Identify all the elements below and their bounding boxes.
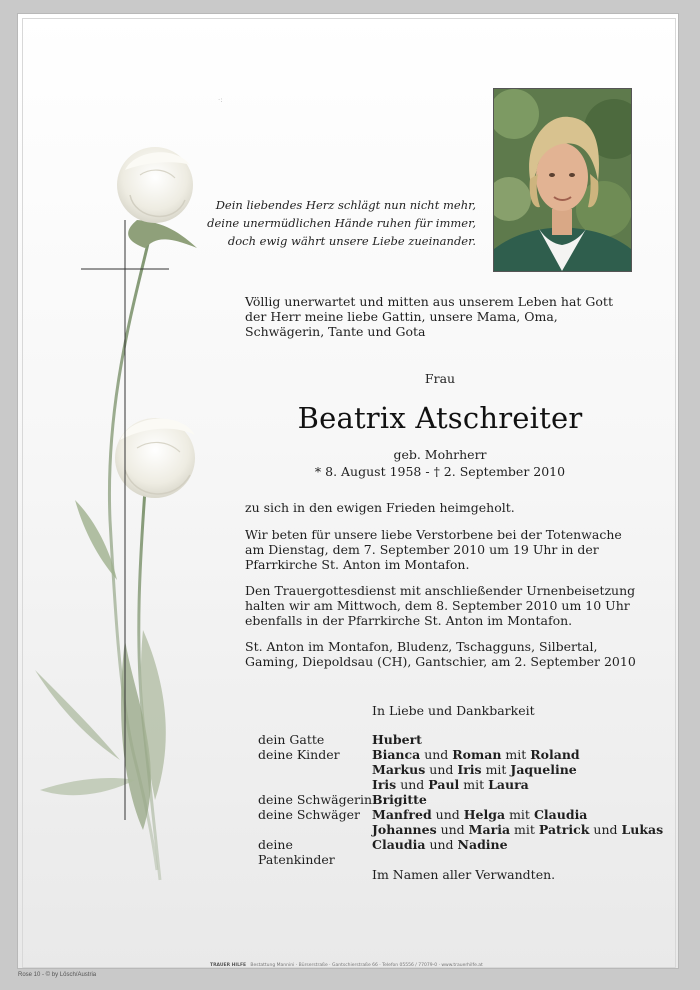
quote-line: deine unermüdlichen Hände ruhen für immer, [207,216,476,230]
family-names [372,792,427,807]
family-relation: deine Patenkinder [258,837,335,867]
memorial-quote [200,196,476,250]
family-member-name: Paul [428,777,460,792]
family-names [372,822,663,837]
family-member-name: Patrick [538,822,590,837]
family-member-name: Iris [372,777,397,792]
family-row [258,837,678,867]
family-member-name: Hubert [372,732,422,747]
leaf [35,670,120,760]
wake-text: Wir beten für unsere liebe Verstorbene bei der Totenwache am Dienstag, dem 7. September 2010 um 19 Uhr in der Pfarrkirche St. Anton im Montafon. [245,527,622,572]
copyright: Rose 10 - © by Lösch/Austria [18,972,97,978]
family-row [258,747,678,762]
family-list [258,732,678,867]
family-names [372,732,422,747]
family-relation [258,762,372,777]
family-member-name: Markus [372,762,426,777]
places-date-text: St. Anton im Montafon, Bludenz, Tschagguns, Silbertal, Gaming, Diepoldsau (CH), Gantschier, am 2. September 2010 [245,639,636,669]
quote-line: Dein liebendes Herz schlägt nun nicht mehr, [215,198,476,212]
family-relation: deine Schwägerin [258,792,373,807]
family-connector: mit [459,777,489,792]
family-member-name: Johannes [372,822,437,837]
family-member-name: Claudia [533,807,588,822]
family-connector: und [436,822,469,837]
intro-text: Völlig unerwartet und mitten aus unserem Leben hat Gott der Herr meine liebe Gattin, unsere Mama, Oma, Schwägerin, Tante und Gota [245,294,613,339]
portrait-illustration [494,89,631,271]
family-relation [258,822,372,837]
family-member-name: Roland [530,747,580,762]
footer-brand: TRAUER HILFE [210,963,247,968]
family-row [258,777,678,792]
decorative-dot: ·: [218,96,223,104]
family-relation: deine Kinder [258,747,340,762]
upper-rose [117,147,193,223]
death-date: - † 2. September 2010 [425,464,566,479]
maiden-name: geb. Mohrherr [393,447,487,462]
roses-illustration [25,140,215,890]
lower-rose [115,418,195,498]
family-member-name: Maria [468,822,511,837]
portrait-photo [493,88,632,272]
quote-line: doch ewig währt unsere Liebe zueinander. [227,234,476,248]
footer [210,963,483,968]
family-relation [258,777,372,792]
family-member-name: Lukas [621,822,664,837]
family-connector: und [396,777,429,792]
family-row [258,792,678,807]
family-names [372,777,529,792]
family-member-name: Jaqueline [510,762,577,777]
family-connector: und [425,762,458,777]
family-member-name: Manfred [372,807,432,822]
family-names [372,807,587,822]
family-member-name: Roman [452,747,502,762]
life-dates [245,464,635,479]
family-row [258,762,678,777]
family-member-name: Iris [457,762,482,777]
family-relation: deine Schwäger [258,807,360,822]
family-member-name: Laura [488,777,529,792]
family-connector: und [420,747,453,762]
family-member-name: Claudia [372,837,426,852]
salutation: Frau [424,371,456,386]
sepal [128,220,197,248]
family-relation: dein Gatte [258,732,325,747]
footer-text: Bestattung Mannini · Bürserstraße · Gantschierstraße 66 · Telefon 05556 / 77079-0 · www.trauerhilfe.at [250,963,483,968]
family-row [258,807,678,822]
leaf [40,778,135,795]
family-names [372,747,580,762]
funeral-text: Den Trauergottesdienst mit anschließender Urnenbeisetzung halten wir am Mittwoch, dem 8. September 2010 um 10 Uhr ebenfalls in der Pfarrkirche St. Anton im Montafon. [245,583,636,628]
deceased-name: Beatrix Atschreiter [297,401,583,435]
family-row [258,822,678,837]
family-connector: mit [501,747,531,762]
family-connector: mit [505,807,534,822]
family-names [372,837,508,852]
family-member-name: Bianca [372,747,421,762]
family-connector: und [431,807,464,822]
birth-date: * 8. August 1958 [314,464,422,479]
family-connector: und [589,822,622,837]
closing-line: Im Namen aller Verwandten. [372,867,556,882]
family-row [258,732,678,747]
peace-text: zu sich in den ewigen Frieden heimgeholt. [245,500,515,515]
family-member-name: Helga [463,807,506,822]
family-member-name: Nadine [457,837,508,852]
family-connector: und [425,837,458,852]
family-connector: mit [481,762,511,777]
gratitude-line: In Liebe und Dankbarkeit [372,703,535,718]
family-member-name: Brigitte [372,792,427,807]
family-connector: mit [510,822,539,837]
family-names [372,762,577,777]
